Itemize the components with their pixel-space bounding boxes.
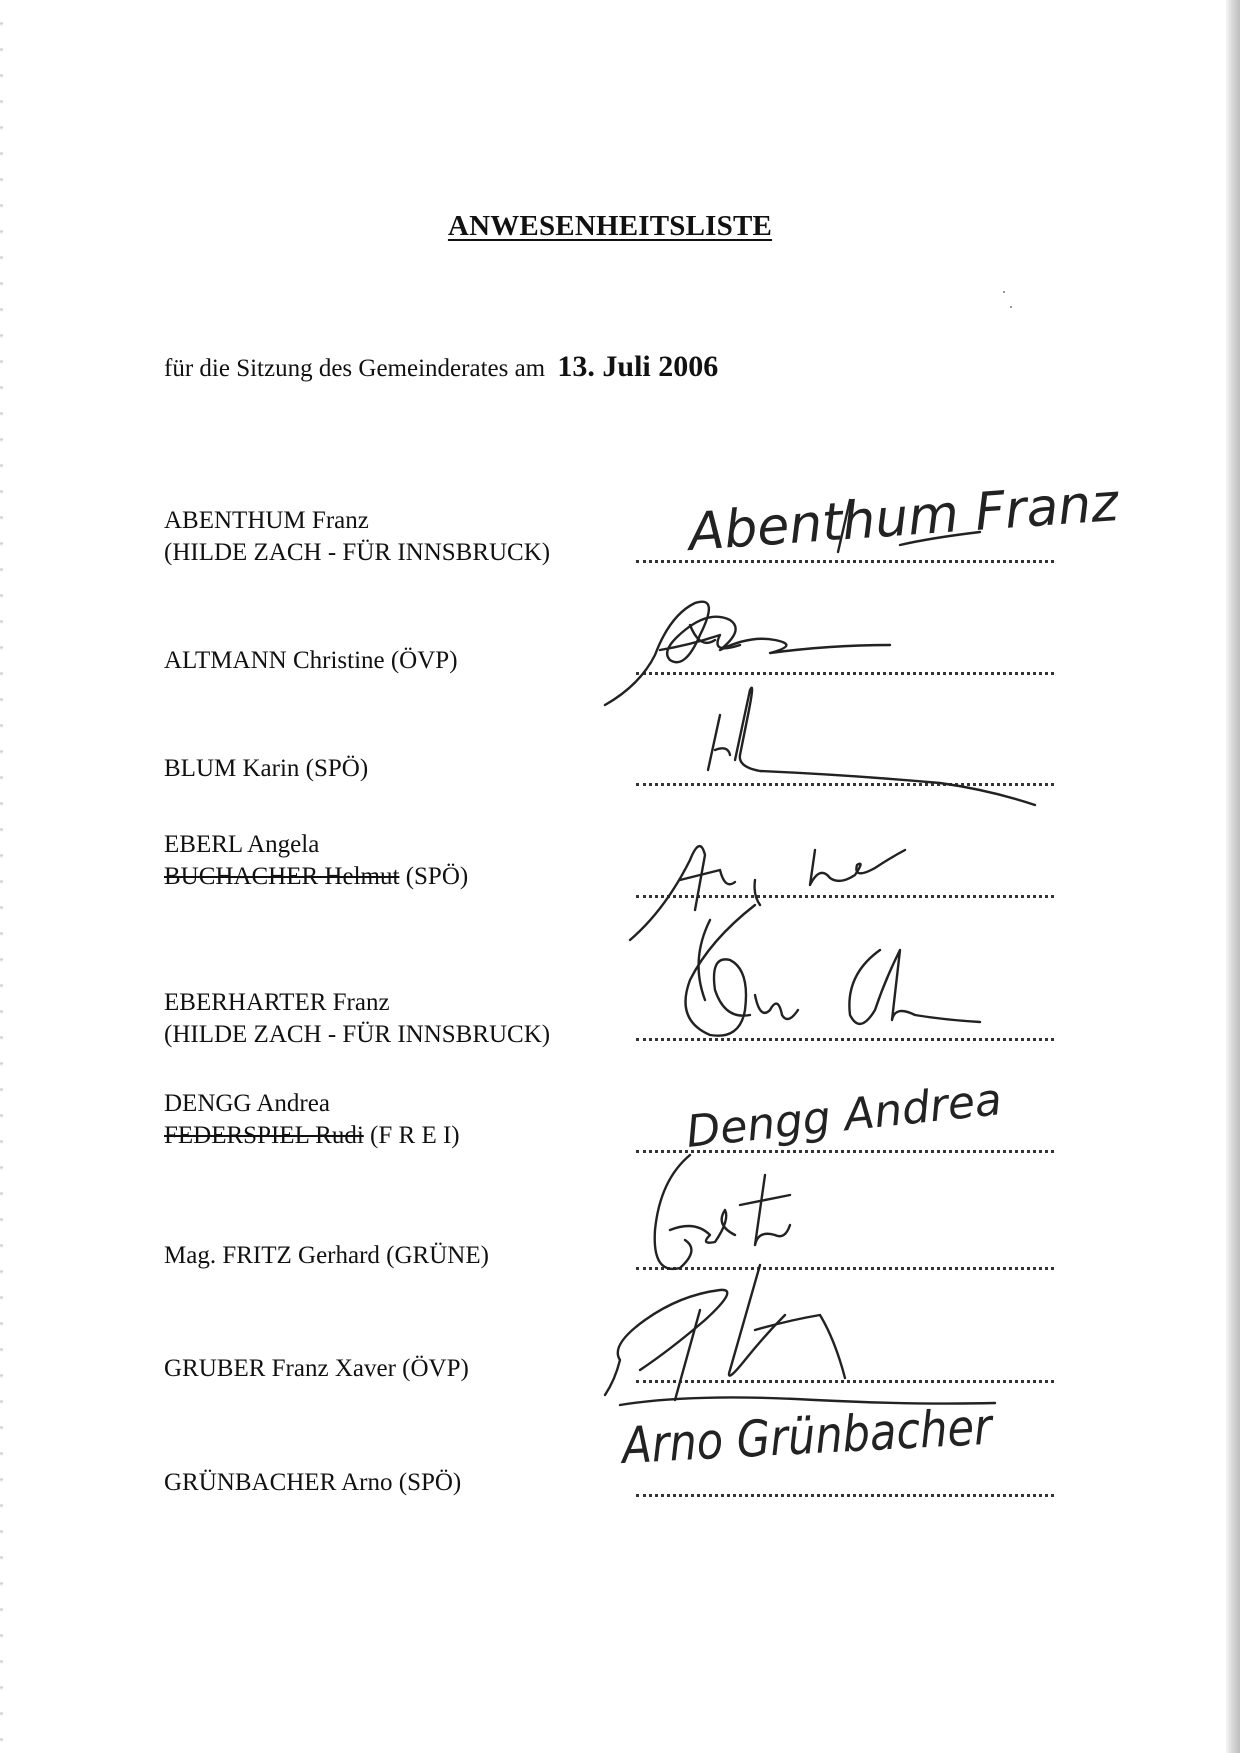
attendee-entry — [164, 505, 550, 569]
attendee-entry — [164, 1088, 460, 1152]
document-subtitle — [164, 350, 718, 384]
signature-gruenbacher — [615, 1385, 1052, 1500]
attendee-party: (F R E I) — [370, 1122, 460, 1149]
scan-speck — [1003, 291, 1005, 293]
scan-speck — [1010, 306, 1012, 308]
signature-stroke — [715, 748, 730, 755]
attendee-party: (SPÖ) — [405, 863, 469, 890]
attendee-name: ALTMANN Christine (ÖVP) — [164, 647, 458, 674]
subtitle-prefix: für die Sitzung des Gemeinderates am — [164, 355, 546, 382]
signature-eberharter — [670, 900, 1000, 1050]
attendee-entry — [164, 1353, 469, 1385]
struck-name: FEDERSPIEL Rudi — [164, 1122, 364, 1149]
signature-stroke — [729, 1265, 785, 1376]
attendee-party-line — [164, 1120, 460, 1152]
attendee-name: EBERL Angela — [164, 831, 320, 858]
attendee-name: Mag. FRITZ Gerhard (GRÜNE) — [164, 1242, 489, 1269]
attendee-party-line — [164, 861, 468, 893]
attendee-entry — [164, 645, 458, 677]
signature-stroke — [680, 870, 735, 884]
attendee-name: BLUM Karin (SPÖ) — [164, 755, 369, 782]
struck-name: BUCHACHER Helmut — [164, 863, 400, 890]
attendee-name: GRÜNBACHER Arno (SPÖ) — [164, 1469, 462, 1496]
attendee-entry — [164, 753, 368, 785]
attendee-name: GRUBER Franz Xaver (ÖVP) — [164, 1355, 469, 1382]
signature-stroke — [735, 688, 1035, 805]
signature-abenthum — [680, 473, 1121, 590]
attendee-name: ABENTHUM Franz — [164, 507, 369, 534]
scan-edge-left — [0, 0, 3, 1753]
attendee-entry — [164, 1240, 489, 1272]
signature-abenthum-text: Abenthum Franz — [686, 473, 1121, 563]
attendee-party: (HILDE ZACH - FÜR INNSBRUCK) — [164, 539, 551, 566]
attendee-party: (HILDE ZACH - FÜR INNSBRUCK) — [164, 1021, 551, 1048]
signature-stroke — [849, 950, 980, 1024]
signature-stroke — [655, 1155, 692, 1269]
attendee-entry — [164, 829, 468, 893]
signature-dengg-text: Dengg Andrea — [683, 1074, 1005, 1158]
signature-gruenbacher-text: Arno Grünbacher — [620, 1394, 1052, 1475]
signature-stroke — [810, 850, 905, 885]
signature-gruber — [600, 1260, 920, 1405]
signature-stroke — [708, 715, 720, 770]
signature-stroke — [699, 920, 710, 1000]
attendee-name: EBERHARTER Franz — [164, 989, 390, 1016]
scan-edge-right — [1226, 0, 1240, 1753]
signature-stroke — [755, 1315, 845, 1378]
signature-blum — [690, 675, 1060, 825]
signature-stroke — [605, 1290, 727, 1395]
attendee-name: DENGG Andrea — [164, 1090, 330, 1117]
signature-stroke — [686, 905, 756, 1036]
signature-stroke — [670, 1210, 735, 1243]
attendee-entry — [164, 987, 550, 1051]
signature-stroke — [740, 1195, 790, 1205]
signature-stroke — [755, 995, 798, 1019]
signature-stroke — [755, 1175, 790, 1245]
meeting-date: 13. Juli 2006 — [557, 350, 719, 383]
document-title: ANWESENHEITSLISTE — [447, 210, 773, 242]
attendee-entry — [164, 1467, 461, 1499]
